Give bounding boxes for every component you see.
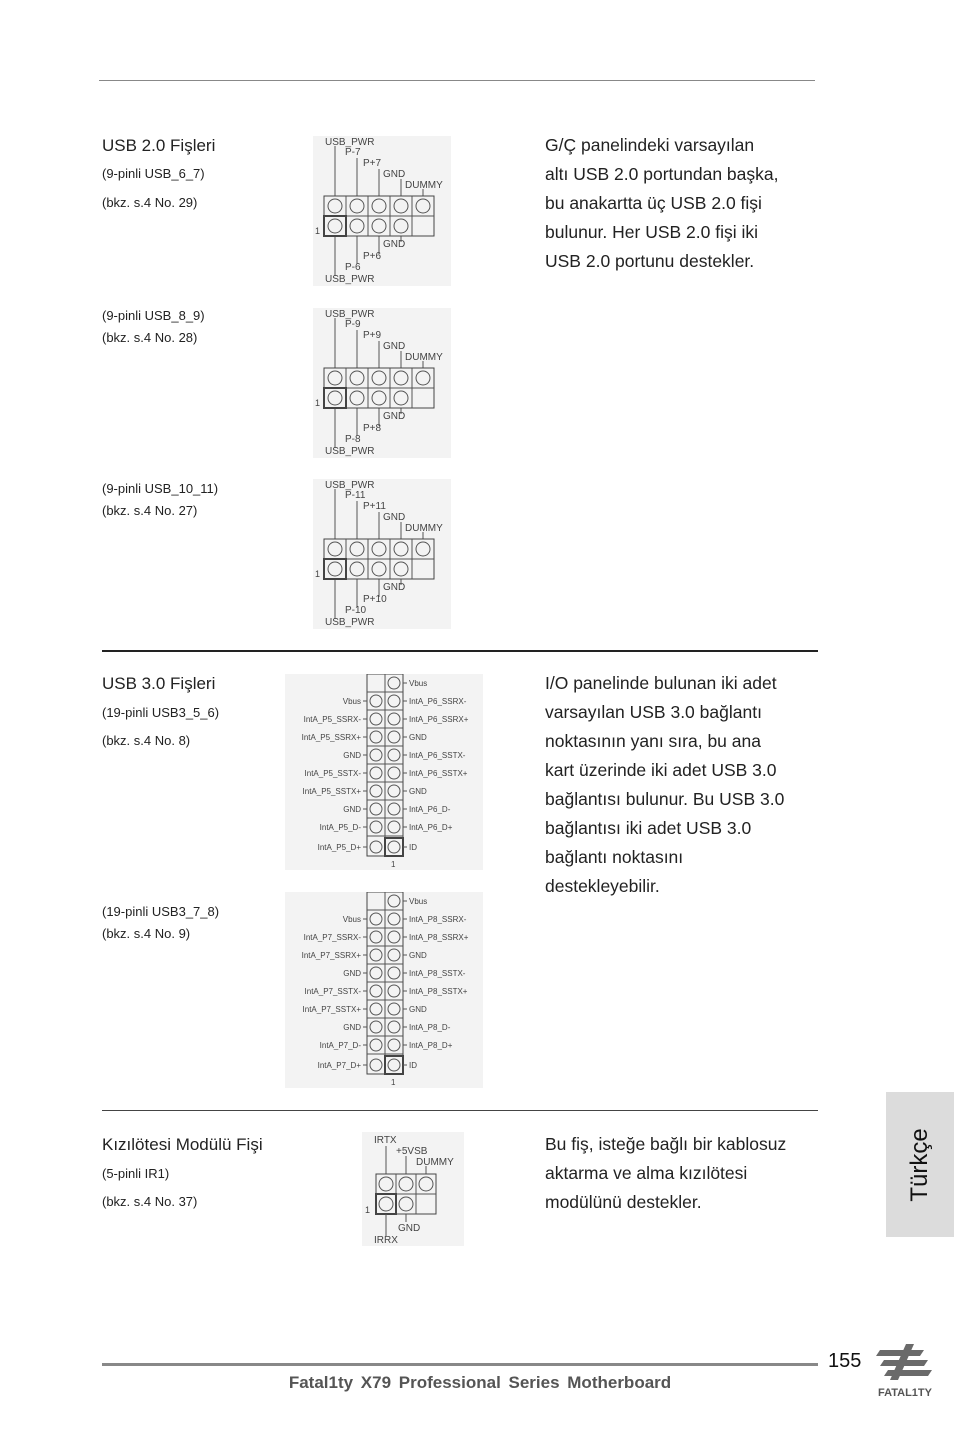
label-bottom-0: GND (383, 582, 406, 593)
pin1-label: 1 (365, 1205, 371, 1215)
label-top-4: DUMMY (405, 352, 443, 363)
language-tab (886, 1092, 954, 1237)
label-left-4: IntA_P7_SSTX- (304, 987, 361, 996)
desc-line: G/Ç panelindeki varsayılan (545, 135, 755, 155)
label-left-1: IntA_P5_SSRX- (303, 715, 361, 724)
label-left-4: IntA_P5_SSTX- (304, 769, 361, 778)
usb3-h2-pins: (19-pinli USB3_7_8) (102, 904, 220, 919)
usb3-h2-ref: (bkz. s.4 No. 9) (102, 926, 191, 941)
label-right-7: IntA_P8_D- (409, 1023, 451, 1032)
usb2-header-diagram-3 (313, 479, 451, 629)
desc-line: destekleyebilir. (545, 876, 660, 896)
label-left-2: IntA_P5_SSRX+ (301, 733, 361, 742)
label-bottom-1: P+6 (363, 251, 382, 262)
label-right-4: IntA_P6_SSTX- (409, 751, 466, 760)
label-top-3: GND (383, 169, 406, 180)
label-top-0: IRTX (374, 1135, 397, 1146)
label-top-4: DUMMY (405, 523, 443, 534)
section-rule (102, 1110, 818, 1111)
usb2-h1-ref: (bkz. s.4 No. 29) (102, 195, 198, 210)
label-right-9: ID (409, 1061, 417, 1070)
label-left-6: GND (343, 805, 361, 814)
label-left-2: IntA_P7_SSRX+ (301, 951, 361, 960)
usb3-h1-pins: (19-pinli USB3_5_6) (102, 705, 220, 720)
label-left-0: Vbus (342, 697, 361, 706)
label-right-7: IntA_P6_D- (409, 805, 451, 814)
pin1-label: 1 (391, 1078, 396, 1087)
label-bottom-3: USB_PWR (325, 274, 375, 285)
label-top-4: DUMMY (405, 180, 443, 191)
label-top-2: P+7 (363, 158, 382, 169)
desc-line: bulunur. Her USB 2.0 fişi iki (545, 222, 759, 242)
label-top-3: GND (383, 512, 406, 523)
label-left-7: IntA_P7_D- (319, 1041, 361, 1050)
desc-line: bağlantı noktasını (545, 847, 684, 867)
label-top-1: +5VSB (396, 1146, 428, 1157)
label-bottom-0: GND (383, 239, 406, 250)
usb3-description (545, 669, 784, 901)
logo-text: FATAL1TY (878, 1387, 932, 1399)
label-left-3: GND (343, 969, 361, 978)
label-right-6: GND (409, 1005, 427, 1014)
section-rule (102, 650, 818, 652)
label-right-9: ID (409, 843, 417, 852)
label-bottom-1: P+8 (363, 423, 382, 434)
label-bottom-1: IRRX (374, 1235, 398, 1246)
usb2-header-diagram-2 (313, 308, 451, 458)
ir-ref: (bkz. s.4 No. 37) (102, 1194, 198, 1209)
label-right-1: IntA_P8_SSRX- (409, 915, 467, 924)
usb2-h3-pins: (9-pinli USB_10_11) (102, 481, 219, 496)
label-bottom-2: P-6 (345, 262, 361, 273)
usb2-h3-ref: (bkz. s.4 No. 27) (102, 503, 198, 518)
label-right-8: IntA_P8_D+ (409, 1041, 453, 1050)
label-right-2: IntA_P6_SSRX+ (409, 715, 469, 724)
desc-line: bağlantısı bulunur. Bu USB 3.0 (545, 789, 785, 809)
label-top-2: P+9 (363, 330, 382, 341)
desc-line: aktarma ve alma kızılötesi (545, 1163, 748, 1183)
desc-line: noktasının yanı sıra, bu ana (545, 731, 761, 751)
label-top-2: P+11 (363, 501, 386, 512)
label-bottom-0: GND (398, 1223, 421, 1234)
label-right-1: IntA_P6_SSRX- (409, 697, 467, 706)
top-rule (99, 80, 815, 81)
label-top-3: GND (383, 341, 406, 352)
label-top-0: USB_PWR (325, 480, 375, 491)
footer-title: Fatal1ty X79 Professional Series Motherboard (288, 1373, 672, 1392)
label-left-5: IntA_P7_SSTX+ (302, 1005, 361, 1014)
ir-pins: (5-pinli IR1) (102, 1166, 170, 1181)
desc-line: varsayılan USB 3.0 bağlantı (545, 702, 762, 722)
label-left-3: GND (343, 751, 361, 760)
usb2-title: USB 2.0 Fişleri (102, 136, 216, 155)
desc-line: bu anakartta üç USB 2.0 fişi (545, 193, 762, 213)
label-top-0: USB_PWR (325, 137, 375, 148)
label-left-1: IntA_P7_SSRX- (303, 933, 361, 942)
label-left-7: IntA_P5_D- (319, 823, 361, 832)
ir-description (545, 1130, 786, 1217)
usb2-h2-ref: (bkz. s.4 No. 28) (102, 330, 198, 345)
label-top-1: P-7 (345, 147, 361, 158)
label-left-5: IntA_P5_SSTX+ (302, 787, 361, 796)
label-bottom-1: P+10 (363, 594, 387, 605)
label-right-5: IntA_P6_SSTX+ (409, 769, 468, 778)
ir-title: Kızılötesi Modülü Fişi (102, 1135, 263, 1154)
label-right-8: IntA_P6_D+ (409, 823, 453, 832)
label-left-8: IntA_P7_D+ (317, 1061, 361, 1070)
label-bottom-0: GND (383, 411, 406, 422)
label-right-6: GND (409, 787, 427, 796)
usb3-h1-ref: (bkz. s.4 No. 8) (102, 733, 191, 748)
pin1-label: 1 (315, 226, 321, 236)
label-top-0: USB_PWR (325, 309, 375, 320)
label-right-5: IntA_P8_SSTX+ (409, 987, 468, 996)
page-number: 155 (828, 1350, 862, 1372)
label-top-1: P-11 (345, 490, 366, 501)
usb3-title: USB 3.0 Fişleri (102, 674, 216, 693)
pin1-label: 1 (315, 569, 321, 579)
usb3-header-diagram-2 (285, 892, 483, 1088)
desc-line: modülünü destekler. (545, 1192, 702, 1212)
usb3-header-diagram-1 (285, 674, 483, 870)
label-right-2: IntA_P8_SSRX+ (409, 933, 469, 942)
usb2-description (545, 131, 778, 276)
usb2-h1-pins: (9-pinli USB_6_7) (102, 166, 205, 181)
desc-line: bağlantısı iki adet USB 3.0 (545, 818, 752, 838)
label-bottom-2: P-10 (345, 605, 367, 616)
ir-header-diagram (362, 1132, 464, 1246)
label-bottom-2: P-8 (345, 434, 361, 445)
desc-line: Bu fiş, isteğe bağlı bir kablosuz (545, 1134, 787, 1154)
label-left-0: Vbus (342, 915, 361, 924)
pin1-label: 1 (315, 398, 321, 408)
language-tab-label: Türkçe (906, 1127, 933, 1202)
desc-line: altı USB 2.0 portundan başka, (545, 164, 779, 184)
usb2-header-diagram-1 (313, 136, 451, 286)
desc-line: kart üzerinde iki adet USB 3.0 (545, 760, 777, 780)
usb2-h2-pins: (9-pinli USB_8_9) (102, 308, 205, 323)
desc-line: USB 2.0 portunu destekler. (545, 251, 755, 271)
label-right-3: GND (409, 951, 427, 960)
label-top-1: P-9 (345, 319, 361, 330)
label-left-6: GND (343, 1023, 361, 1032)
pin1-label: 1 (391, 860, 396, 869)
label-right-3: GND (409, 733, 427, 742)
label-right-0: Vbus (409, 679, 428, 688)
desc-line: I/O panelinde bulunan iki adet (545, 673, 777, 693)
footer-rule (102, 1363, 818, 1366)
label-right-4: IntA_P8_SSTX- (409, 969, 466, 978)
label-bottom-3: USB_PWR (325, 617, 375, 628)
label-bottom-3: USB_PWR (325, 446, 375, 457)
label-top-2: DUMMY (416, 1157, 454, 1168)
label-right-0: Vbus (409, 897, 428, 906)
label-left-8: IntA_P5_D+ (317, 843, 361, 852)
fatal1ty-logo (862, 1340, 948, 1402)
